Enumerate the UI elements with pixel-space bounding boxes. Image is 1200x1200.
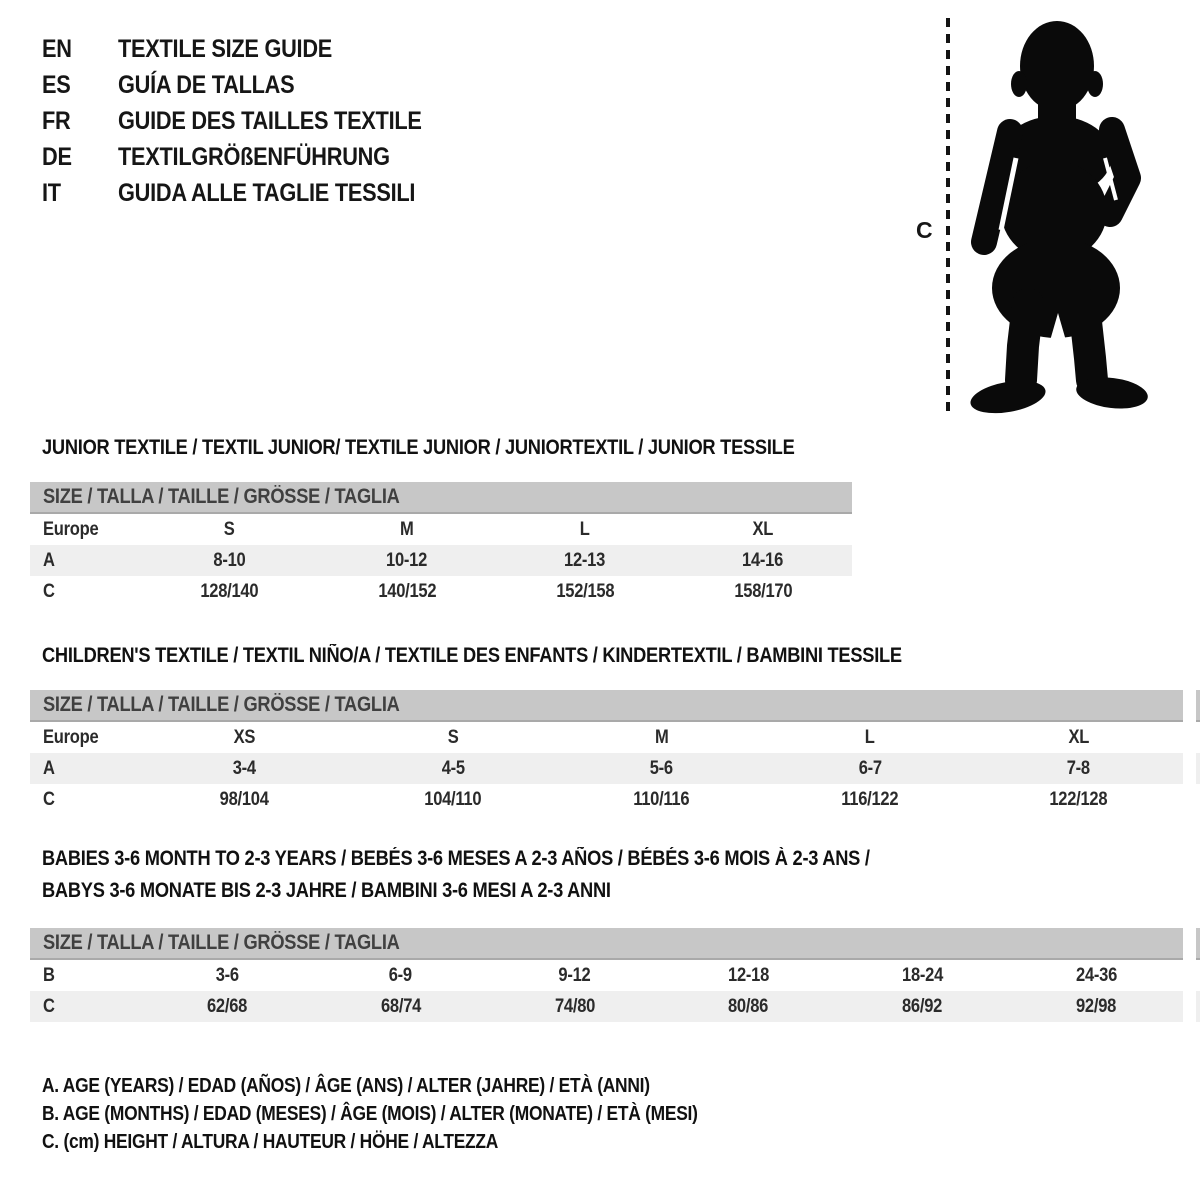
language-label: TEXTILE SIZE GUIDE xyxy=(118,34,333,63)
language-label: GUIDA ALLE TAGLIE TESSILI xyxy=(118,178,416,207)
row-label: A xyxy=(43,549,55,571)
language-row xyxy=(42,103,467,139)
table-row-height xyxy=(30,991,1183,1022)
size-cell: XS xyxy=(233,726,256,748)
table-row-age xyxy=(30,545,852,576)
language-row xyxy=(42,67,467,103)
row-label: C xyxy=(43,995,55,1017)
value-cell: 92/98 xyxy=(1076,995,1117,1017)
value-cell: 86/92 xyxy=(902,995,943,1017)
size-cell: S xyxy=(223,518,235,540)
value-cell: 12-13 xyxy=(564,549,606,571)
babies-size-table xyxy=(30,928,1183,1022)
language-label: GUIDE DES TAILLES TEXTILE xyxy=(118,106,422,135)
value-cell: 18-24 xyxy=(901,964,943,986)
language-code: FR xyxy=(42,106,71,135)
row-label: A xyxy=(43,757,55,779)
value-cell: 104/110 xyxy=(424,788,482,810)
size-cell: L xyxy=(580,518,590,540)
language-row xyxy=(42,139,467,175)
value-cell: 98/104 xyxy=(219,788,269,810)
value-cell: 80/86 xyxy=(728,995,769,1017)
table-row-europe xyxy=(30,514,852,545)
value-cell: 128/140 xyxy=(200,580,258,602)
value-cell: 110/116 xyxy=(633,788,690,810)
children-section-heading: CHILDREN'S TEXTILE / TEXTIL NIÑO/A / TEXTILE DES ENFANTS / KINDERTEXTIL / BAMBINI TESSILE xyxy=(42,644,902,667)
language-row xyxy=(42,175,467,211)
size-header-bar: SIZE / TALLA / TAILLE / GRÖSSE / TAGLIA xyxy=(30,690,1183,722)
value-cell: 140/152 xyxy=(378,580,436,602)
table-row-height xyxy=(30,784,1183,815)
value-cell: 14-16 xyxy=(742,549,784,571)
value-cell: 152/158 xyxy=(556,580,614,602)
language-code: IT xyxy=(42,178,61,207)
legend-block xyxy=(42,1072,796,1156)
language-code: EN xyxy=(42,34,72,63)
value-cell: 158/170 xyxy=(734,580,792,602)
size-header-bar: SIZE / TALLA / TAILLE / GRÖSSE / TAGLIA xyxy=(30,928,1183,960)
value-cell: 12-18 xyxy=(727,964,769,986)
legend-line-c: C. (cm) HEIGHT / ALTURA / HAUTEUR / HÖHE / ALTEZZA xyxy=(42,1130,499,1153)
value-cell: 74/80 xyxy=(554,995,595,1017)
value-cell: 3-6 xyxy=(215,964,239,986)
junior-size-table xyxy=(30,482,852,607)
cropped-table-fragment xyxy=(1196,991,1200,1022)
cropped-table-fragment xyxy=(1196,928,1200,960)
value-cell: 68/74 xyxy=(380,995,421,1017)
size-cell: XL xyxy=(752,518,774,540)
row-label: C xyxy=(43,580,55,602)
value-cell: 10-12 xyxy=(386,549,428,571)
legend-line-a: A. AGE (YEARS) / EDAD (AÑOS) / ÂGE (ANS) / ALTER (JAHRE) / ETÀ (ANNI) xyxy=(42,1074,650,1097)
value-cell: 62/68 xyxy=(206,995,247,1017)
language-code: ES xyxy=(42,70,71,99)
size-cell: M xyxy=(400,518,414,540)
language-title-block xyxy=(42,31,467,211)
size-cell: XL xyxy=(1068,726,1089,748)
value-cell: 7-8 xyxy=(1067,757,1091,779)
height-measure-line xyxy=(944,16,952,418)
row-label: C xyxy=(43,788,55,810)
value-cell: 116/122 xyxy=(841,788,899,810)
value-cell: 3-4 xyxy=(232,757,256,779)
size-cell: L xyxy=(865,726,875,748)
table-row-age-months xyxy=(30,960,1183,991)
babies-section-heading-line-1: BABIES 3-6 MONTH TO 2-3 YEARS / BEBÉS 3-6 MESES A 2-3 AÑOS / BÉBÉS 3-6 MOIS À 2-3 ANS / xyxy=(42,847,870,870)
height-marker-label: C xyxy=(916,217,933,243)
table-row-height xyxy=(30,576,852,607)
value-cell: 8-10 xyxy=(212,549,246,571)
table-row-europe xyxy=(30,722,1183,753)
size-cell: M xyxy=(654,726,669,748)
table-row-age xyxy=(30,753,1183,784)
language-row xyxy=(42,31,467,67)
language-label: TEXTILGRÖßENFÜHRUNG xyxy=(118,142,390,171)
value-cell: 9-12 xyxy=(558,964,591,986)
babies-section-heading-line-2: BABYS 3-6 MONATE BIS 2-3 JAHRE / BAMBINI 3-6 MESI A 2-3 ANNI xyxy=(42,879,611,902)
size-cell: S xyxy=(447,726,459,748)
value-cell: 122/128 xyxy=(1049,788,1108,810)
language-label: GUÍA DE TALLAS xyxy=(118,70,295,99)
value-cell: 5-6 xyxy=(649,757,674,779)
legend-line-b: B. AGE (MONTHS) / EDAD (MESES) / ÂGE (MOIS) / ALTER (MONATE) / ETÀ (MESI) xyxy=(42,1102,698,1125)
children-size-table xyxy=(30,690,1183,815)
cropped-table-fragment xyxy=(1196,753,1200,784)
row-label: B xyxy=(43,964,55,986)
toddler-silhouette-image xyxy=(964,16,1154,424)
row-label: Europe xyxy=(43,726,99,748)
value-cell: 4-5 xyxy=(441,757,465,779)
language-code: DE xyxy=(42,142,72,171)
size-header-bar: SIZE / TALLA / TAILLE / GRÖSSE / TAGLIA xyxy=(30,482,852,514)
junior-section-heading: JUNIOR TEXTILE / TEXTIL JUNIOR/ TEXTILE JUNIOR / JUNIORTEXTIL / JUNIOR TESSILE xyxy=(42,436,795,459)
value-cell: 6-7 xyxy=(858,757,882,779)
value-cell: 6-9 xyxy=(389,964,413,986)
row-label: Europe xyxy=(43,518,99,540)
cropped-table-fragment xyxy=(1196,690,1200,722)
value-cell: 24-36 xyxy=(1075,964,1117,986)
